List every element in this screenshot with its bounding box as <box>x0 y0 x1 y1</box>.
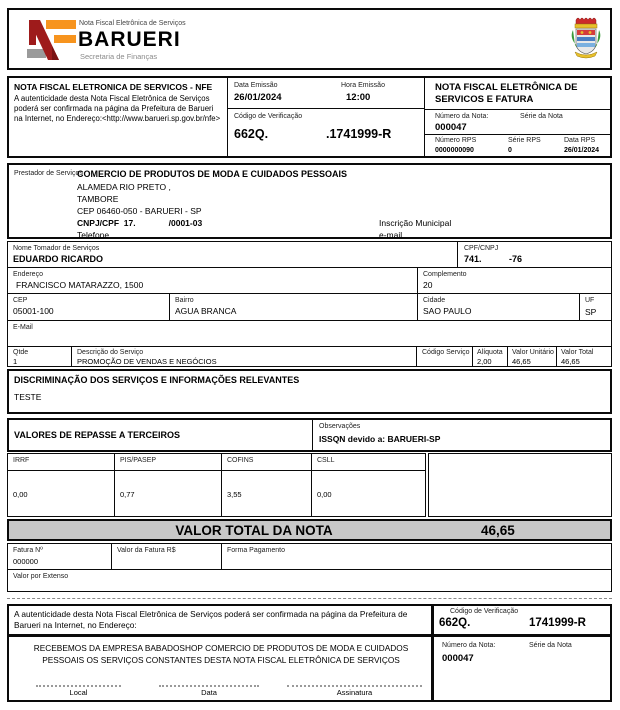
valor-total-value: 46,65 <box>481 523 515 538</box>
data-label: Data <box>201 688 217 697</box>
tomador-cidade-label: Cidade <box>423 297 446 304</box>
servico-descricao-value: PROMOÇÃO DE VENDAS E NEGÓCIOS <box>77 357 217 366</box>
serie-nota-label: Série da Nota <box>520 113 563 120</box>
discriminacao-title: DISCRIMINAÇÃO DOS SERVIÇOS E INFORMAÇÕES RELEVANTES <box>14 375 300 385</box>
prestador-box <box>7 163 612 239</box>
irrf-value: 0,00 <box>13 490 28 499</box>
local-label: Local <box>69 688 88 697</box>
csll-label: CSLL <box>317 457 335 464</box>
valor-total-label: VALOR TOTAL DA NOTA <box>175 523 333 538</box>
barueri-crest-icon <box>569 14 603 67</box>
codigo-verificacao-left: 662Q. <box>234 127 269 141</box>
tomador-endereco-label: Endereço <box>13 271 43 278</box>
impostos-empty-cell <box>428 453 612 517</box>
info-middle-cell <box>228 78 424 156</box>
prestador-cep: CEP 06460-050 - BARUERI - SP <box>77 206 202 216</box>
servico-valor-unitario-label: Valor Unitário <box>512 349 554 356</box>
rodape-codigo-right: 1741999-R <box>529 617 586 629</box>
fatura-row <box>7 543 612 570</box>
repasse-title: VALORES DE REPASSE A TERCEIROS <box>14 430 181 440</box>
servico-descricao-label: Descrição do Serviço <box>77 349 144 356</box>
tomador-bairro-label: Bairro <box>175 297 194 304</box>
pis-label: PIS/PASEP <box>120 457 157 464</box>
tomador-nome-value: EDUARDO RICARDO <box>13 254 103 264</box>
serie-rps-value: 0 <box>508 147 512 154</box>
impostos-table <box>7 453 426 517</box>
servico-aliquota-value: 2,00 <box>477 357 492 366</box>
rodape-recebemos-text: RECEBEMOS DA EMPRESA BABADOSHOP COMERCIO DE PRODUTOS DE MODA E CUIDADOS PESSOAIS OS SERVIÇOS CONSTANTES DESTA NOTA FISCAL ELETRÔNICA DE SERVIÇOS <box>33 643 409 665</box>
data-rps-label: Data RPS <box>564 137 596 144</box>
info-header-box <box>7 76 612 158</box>
tomador-endereco-row <box>7 267 612 294</box>
data-signature-line <box>159 685 259 687</box>
rodape-codigo-box <box>432 604 612 636</box>
cofins-value: 3,55 <box>227 490 242 499</box>
fatura-valor-label: Valor da Fatura R$ <box>117 547 176 554</box>
observacoes-value: ISSQN devido a: BARUERI-SP <box>319 434 441 444</box>
rodape-numero-box <box>432 635 612 702</box>
numero-rps-value: 0000000090 <box>435 147 474 154</box>
data-rps-value: 26/01/2024 <box>564 147 600 154</box>
tomador-cidade-value: SAO PAULO <box>423 306 472 316</box>
tomador-bairro-value: AGUA BRANCA <box>175 306 237 316</box>
csll-value: 0,00 <box>317 490 332 499</box>
info-right-cell <box>425 78 610 156</box>
fatura-numero-value: 000000 <box>13 557 39 566</box>
servico-qtde-value: 1 <box>13 357 18 366</box>
tomador-cpf-value: 741. -76 <box>464 254 523 264</box>
nfe-title: NOTA FISCAL ELETRONICA DE SERVICOS - NFE <box>14 82 213 92</box>
prestador-inscricao-label: Inscrição Municipal <box>379 218 452 228</box>
cofins-label: COFINS <box>227 457 254 464</box>
prestador-email-label: e-mail <box>379 230 403 240</box>
prestador-telefone-label: Telefone <box>77 230 110 240</box>
tomador-cpf-label: CPF/CNPJ <box>464 245 499 252</box>
rodape-codigo-left: 662Q. <box>439 617 471 629</box>
prestador-cnpj: CNPJ/CPF 17. /0001-03 <box>77 218 203 228</box>
repasse-box <box>7 418 612 452</box>
tomador-cep-value: 05001-100 <box>13 306 54 316</box>
tomador-cep-row <box>7 293 612 321</box>
numero-rps-label: Número RPS <box>435 137 477 144</box>
info-left-cell <box>9 78 227 156</box>
perforation-line <box>7 598 612 599</box>
rodape-auth-box <box>7 604 433 636</box>
prestador-bairro: TAMBORE <box>77 194 119 204</box>
tomador-nome-row <box>7 241 612 268</box>
tomador-nome-label: Nome Tomador de Serviços <box>13 245 100 252</box>
rodape-numero-label: Número da Nota: <box>442 642 496 649</box>
hora-emissao-label: Hora Emissão <box>341 82 385 89</box>
codigo-verificacao-label: Código de Verificação <box>234 113 303 120</box>
discriminacao-text: TESTE <box>14 392 42 402</box>
local-signature-line <box>36 685 121 687</box>
serie-rps-label: Série RPS <box>508 137 541 144</box>
rodape-auth-text: A autenticidade desta Nota Fiscal Eletrônica de Serviços poderá ser confirmada na página da Prefeitura de Barueri na Internet, no Endereço: <box>14 609 408 631</box>
rodape-serie-label: Série da Nota <box>529 642 572 649</box>
rodape-recebemos-box <box>7 635 433 702</box>
observacoes-label: Observações <box>319 423 361 430</box>
rodape-numero-value: 000047 <box>442 653 474 664</box>
data-emissao-value: 26/01/2024 <box>234 92 282 103</box>
tomador-endereco-value: FRANCISCO MATARAZZO, 1500 <box>16 280 144 290</box>
logo-product-name: Nota Fiscal Eletrônica de Serviços <box>79 20 186 27</box>
irrf-label: IRRF <box>13 457 30 464</box>
tomador-complemento-label: Complemento <box>423 271 467 278</box>
tomador-email-row <box>7 320 612 347</box>
logo-city-name: BARUERI <box>78 28 181 51</box>
tomador-email-label: E-Mail <box>13 324 33 331</box>
tomador-complemento-value: 20 <box>423 280 433 290</box>
servico-valor-total-value: 46,65 <box>561 357 580 366</box>
servico-codigo-label: Código Serviço <box>422 349 470 356</box>
hora-emissao-value: 12:00 <box>346 92 371 103</box>
prestador-nome: COMERCIO DE PRODUTOS DE MODA E CUIDADOS PESSOAIS <box>77 169 348 179</box>
servico-qtde-label: Qtde <box>13 349 29 356</box>
assinatura-label: Assinatura <box>336 688 373 697</box>
tomador-uf-value: SP <box>585 307 597 317</box>
tomador-cep-label: CEP <box>13 297 28 304</box>
prestador-label: Prestador de Serviços <box>14 170 83 177</box>
tomador-uf-label: UF <box>585 297 595 304</box>
data-emissao-label: Data Emissão <box>234 82 278 89</box>
assinatura-signature-line <box>287 685 422 687</box>
nfe-auth-text: A autenticidade desta Nota Fiscal Eletrônica de Serviços poderá ser confirmada na página da Prefeitura de Barueri na Internet, no Endereço:<http://www.barueri.sp.gov.br/nfe> <box>14 94 221 124</box>
prestador-endereco: ALAMEDA RIO PRETO , <box>77 182 171 192</box>
logo-dept-name: Secretaria de Finanças <box>80 52 158 61</box>
servico-valor-total-label: Valor Total <box>561 349 594 356</box>
valor-total-bar <box>7 519 612 541</box>
rodape-codigo-label: Código de Verificação <box>450 608 519 615</box>
nfe-fatura-title: NOTA FISCAL ELETRÔNICA DE SERVICOS E FATURA <box>435 82 578 105</box>
numero-nota-value: 000047 <box>435 122 467 133</box>
forma-pagamento-label: Forma Pagamento <box>227 547 285 554</box>
servico-valor-unitario-value: 46,65 <box>512 357 531 366</box>
numero-nota-label: Número da Nota: <box>435 113 489 120</box>
nfe-logo-icon <box>27 18 77 67</box>
discriminacao-box <box>7 369 612 414</box>
valor-extenso-label: Valor por Extenso <box>13 573 69 580</box>
codigo-verificacao-right: .1741999-R <box>326 127 392 141</box>
pis-value: 0,77 <box>120 490 135 499</box>
servico-aliquota-label: Alíquota <box>477 349 503 356</box>
servico-row <box>7 346 612 367</box>
fatura-numero-label: Fatura Nº <box>13 547 43 554</box>
valor-extenso-row <box>7 569 612 592</box>
logo-header-box <box>7 8 612 70</box>
